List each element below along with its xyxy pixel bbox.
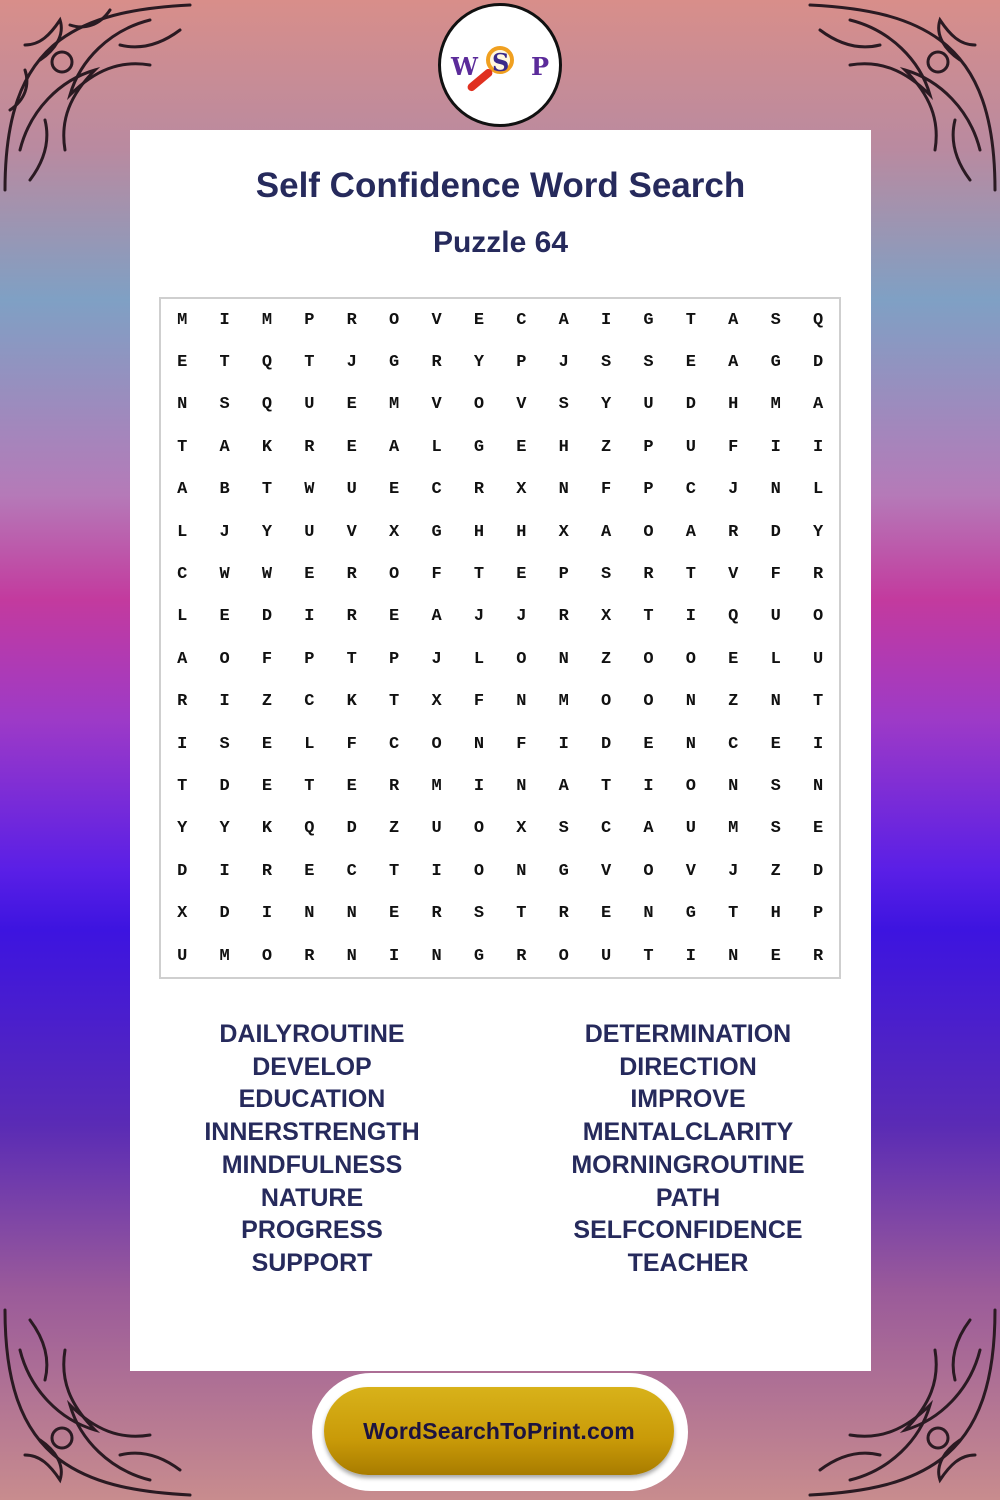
- grid-letter: T: [643, 946, 654, 966]
- grid-letter: M: [389, 395, 400, 415]
- grid-letter: T: [389, 861, 400, 881]
- grid-letter: M: [728, 819, 739, 839]
- grid-letter: V: [601, 861, 612, 881]
- grid-letter: R: [431, 904, 442, 924]
- grid-letter: E: [304, 861, 315, 881]
- grid-letter: Q: [261, 353, 273, 373]
- grid-letter: X: [516, 819, 527, 839]
- grid-letter: A: [728, 310, 739, 330]
- grid-letter: F: [516, 734, 527, 754]
- grid-letter: R: [558, 607, 569, 627]
- grid-letter: C: [601, 819, 612, 839]
- grid-letter: E: [346, 395, 357, 415]
- grid-letter: P: [643, 437, 654, 457]
- grid-letter: J: [431, 649, 442, 669]
- grid-letter: D: [346, 819, 357, 839]
- grid-letter: E: [177, 353, 188, 373]
- grid-letter: E: [261, 776, 273, 796]
- grid-letter: P: [516, 353, 527, 373]
- grid-letter: U: [685, 437, 696, 457]
- grid-letter: V: [346, 522, 357, 542]
- grid-letter: U: [304, 395, 315, 415]
- grid-letter: X: [177, 904, 188, 924]
- grid-letter: N: [685, 692, 696, 712]
- grid-letter: S: [770, 310, 781, 330]
- grid-letter: W: [219, 565, 230, 585]
- grid-letter: C: [304, 692, 315, 712]
- grid-letter: L: [177, 522, 188, 542]
- grid-letter: G: [473, 437, 485, 457]
- grid-letter: I: [812, 734, 824, 754]
- grid-letter: N: [516, 861, 527, 881]
- grid-letter: R: [516, 946, 527, 966]
- grid-letter: J: [473, 607, 485, 627]
- puzzle-card: [130, 130, 871, 1371]
- grid-letter: Y: [219, 819, 230, 839]
- grid-letter: I: [304, 607, 315, 627]
- grid-letter: X: [516, 480, 527, 500]
- grid-letter: E: [473, 310, 485, 330]
- grid-letter: X: [601, 607, 612, 627]
- grid-letter: O: [261, 946, 273, 966]
- grid-letter: I: [219, 692, 230, 712]
- grid-letter: T: [389, 692, 400, 712]
- grid-letter: A: [685, 522, 696, 542]
- letter-grid-frame: [159, 297, 841, 979]
- grid-letter: L: [304, 734, 315, 754]
- word-item: MINDFULNESS: [221, 1150, 403, 1179]
- grid-letter: U: [685, 819, 696, 839]
- grid-letter: Z: [261, 692, 273, 712]
- grid-letter: T: [177, 437, 188, 457]
- word-item: IMPROVE: [630, 1085, 746, 1114]
- grid-letter: R: [177, 692, 188, 712]
- grid-letter: T: [812, 692, 824, 712]
- grid-letter: N: [770, 692, 781, 712]
- grid-letter: E: [643, 734, 654, 754]
- grid-letter: O: [601, 692, 612, 712]
- grid-letter: Q: [304, 819, 315, 839]
- grid-letter: X: [431, 692, 442, 712]
- grid-letter: E: [516, 437, 527, 457]
- grid-letter: G: [389, 353, 400, 373]
- grid-letter: N: [431, 946, 442, 966]
- grid-letter: S: [473, 904, 485, 924]
- grid-letter: E: [812, 819, 824, 839]
- grid-letter: A: [389, 437, 400, 457]
- word-item: DEVELOP: [252, 1052, 372, 1081]
- grid-letter: V: [431, 310, 442, 330]
- grid-letter: S: [219, 395, 230, 415]
- grid-letter: Q: [812, 310, 824, 330]
- grid-letter: M: [219, 946, 230, 966]
- grid-letter: A: [219, 437, 230, 457]
- site-badge[interactable]: WordSearchToPrint.com: [324, 1387, 674, 1475]
- grid-letter: D: [261, 607, 273, 627]
- word-item: MENTALCLARITY: [582, 1118, 794, 1147]
- grid-letter: E: [770, 946, 781, 966]
- grid-letter: T: [685, 310, 696, 330]
- grid-letter: O: [389, 565, 400, 585]
- grid-letter: K: [261, 819, 273, 839]
- grid-letter: T: [516, 904, 527, 924]
- grid-letter: C: [177, 565, 188, 585]
- grid-letter: S: [601, 565, 612, 585]
- grid-letter: N: [643, 904, 654, 924]
- grid-letter: U: [770, 607, 781, 627]
- grid-letter: L: [431, 437, 442, 457]
- grid-letter: U: [431, 819, 442, 839]
- grid-letter: E: [304, 565, 315, 585]
- grid-letter: A: [177, 649, 188, 669]
- grid-letter: E: [685, 353, 696, 373]
- grid-letter: M: [770, 395, 781, 415]
- grid-letter: P: [304, 310, 315, 330]
- grid-letter: M: [558, 692, 569, 712]
- word-item: NATURE: [260, 1183, 364, 1212]
- grid-letter: I: [473, 776, 485, 796]
- grid-letter: O: [812, 607, 824, 627]
- grid-letter: V: [685, 861, 696, 881]
- grid-letter: U: [177, 946, 188, 966]
- grid-letter: O: [473, 395, 485, 415]
- grid-letter: O: [516, 649, 527, 669]
- grid-letter: M: [261, 310, 273, 330]
- grid-letter: N: [728, 946, 739, 966]
- grid-letter: U: [304, 522, 315, 542]
- grid-letter: P: [389, 649, 400, 669]
- grid-letter: J: [516, 607, 527, 627]
- grid-letter: A: [812, 395, 824, 415]
- grid-letter: E: [261, 734, 273, 754]
- grid-letter: S: [219, 734, 230, 754]
- grid-letter: H: [516, 522, 527, 542]
- grid-letter: N: [770, 480, 781, 500]
- grid-letter: Y: [812, 522, 824, 542]
- grid-letter: N: [304, 904, 315, 924]
- grid-letter: O: [558, 946, 569, 966]
- grid-letter: Y: [473, 353, 485, 373]
- grid-letter: C: [516, 310, 527, 330]
- grid-letter: G: [770, 353, 781, 373]
- word-item: DIRECTION: [619, 1052, 757, 1081]
- word-item: SUPPORT: [251, 1248, 373, 1277]
- grid-letter: H: [558, 437, 569, 457]
- grid-letter: J: [728, 480, 739, 500]
- word-item: DAILYROUTINE: [219, 1020, 405, 1048]
- grid-letter: I: [261, 904, 273, 924]
- grid-letter: N: [728, 776, 739, 796]
- grid-letter: O: [473, 861, 485, 881]
- grid-letter: N: [516, 692, 527, 712]
- grid-letter: S: [558, 819, 569, 839]
- grid-letter: G: [431, 522, 442, 542]
- grid-letter: W: [261, 565, 273, 585]
- grid-letter: Y: [261, 522, 273, 542]
- word-item: DETERMINATION: [584, 1020, 792, 1048]
- grid-letter: P: [643, 480, 654, 500]
- grid-letter: E: [516, 565, 527, 585]
- grid-letter: F: [346, 734, 357, 754]
- grid-letter: T: [219, 353, 230, 373]
- grid-letter: T: [601, 776, 612, 796]
- logo-letter-p: P: [531, 52, 550, 81]
- grid-letter: R: [346, 565, 357, 585]
- word-item: MORNINGROUTINE: [571, 1150, 805, 1179]
- grid-letter: I: [431, 861, 442, 881]
- grid-letter: R: [728, 522, 739, 542]
- grid-letter: A: [728, 353, 739, 373]
- grid-letter: O: [219, 649, 230, 669]
- grid-letter: O: [685, 649, 696, 669]
- grid-letter: I: [643, 776, 654, 796]
- grid-letter: C: [389, 734, 400, 754]
- grid-letter: H: [728, 395, 739, 415]
- grid-letter: A: [558, 310, 569, 330]
- grid-letter: V: [516, 395, 527, 415]
- grid-letter: T: [261, 480, 273, 500]
- grid-letter: C: [728, 734, 739, 754]
- grid-letter: D: [770, 522, 781, 542]
- grid-letter: X: [389, 522, 400, 542]
- grid-letter: T: [643, 607, 654, 627]
- grid-letter: E: [601, 904, 612, 924]
- grid-letter: A: [177, 480, 188, 500]
- grid-letter: G: [558, 861, 569, 881]
- grid-letter: A: [558, 776, 569, 796]
- puzzle-number: Puzzle 64: [432, 226, 569, 259]
- grid-letter: E: [219, 607, 230, 627]
- grid-letter: Z: [728, 692, 739, 712]
- grid-letter: L: [473, 649, 485, 669]
- grid-letter: I: [558, 734, 569, 754]
- grid-letter: U: [643, 395, 654, 415]
- grid-letter: I: [219, 310, 230, 330]
- grid-letter: O: [643, 861, 654, 881]
- grid-letter: Y: [601, 395, 612, 415]
- grid-letter: F: [601, 480, 612, 500]
- grid-letter: O: [643, 692, 654, 712]
- grid-letter: D: [812, 861, 824, 881]
- grid-letter: F: [431, 565, 442, 585]
- grid-letter: R: [346, 310, 357, 330]
- grid-letter: N: [558, 649, 569, 669]
- word-item: INNERSTRENGTH: [204, 1118, 420, 1147]
- grid-letter: L: [177, 607, 188, 627]
- grid-letter: D: [812, 353, 824, 373]
- grid-letter: K: [261, 437, 273, 457]
- grid-letter: I: [770, 437, 781, 457]
- grid-letter: I: [685, 946, 696, 966]
- grid-letter: F: [770, 565, 781, 585]
- grid-letter: T: [304, 776, 315, 796]
- grid-letter: R: [304, 946, 315, 966]
- grid-letter: Z: [601, 437, 612, 457]
- grid-letter: R: [812, 946, 824, 966]
- grid-letter: T: [728, 904, 739, 924]
- grid-letter: E: [728, 649, 739, 669]
- grid-letter: S: [601, 353, 612, 373]
- grid-letter: U: [346, 480, 357, 500]
- grid-letter: D: [685, 395, 696, 415]
- word-list-right: [503, 1018, 873, 1280]
- grid-letter: K: [346, 692, 357, 712]
- grid-letter: R: [389, 776, 400, 796]
- grid-letter: U: [601, 946, 612, 966]
- grid-letter: J: [728, 861, 739, 881]
- grid-letter: P: [304, 649, 315, 669]
- grid-letter: F: [261, 649, 273, 669]
- grid-letter: I: [219, 861, 230, 881]
- grid-letter: Z: [389, 819, 400, 839]
- grid-letter: J: [558, 353, 569, 373]
- grid-letter: Y: [177, 819, 188, 839]
- grid-letter: R: [473, 480, 485, 500]
- grid-letter: C: [685, 480, 696, 500]
- grid-letter: I: [177, 734, 188, 754]
- grid-letter: S: [770, 819, 781, 839]
- grid-letter: I: [389, 946, 400, 966]
- grid-letter: O: [643, 649, 654, 669]
- grid-letter: J: [219, 522, 230, 542]
- grid-letter: R: [304, 437, 315, 457]
- grid-letter: J: [346, 353, 357, 373]
- wsp-logo: [438, 3, 562, 127]
- grid-letter: B: [219, 480, 230, 500]
- grid-letter: X: [558, 522, 569, 542]
- word-item: TEACHER: [627, 1248, 749, 1277]
- grid-letter: F: [728, 437, 739, 457]
- grid-letter: N: [177, 395, 188, 415]
- grid-letter: R: [346, 607, 357, 627]
- grid-letter: S: [558, 395, 569, 415]
- grid-letter: T: [473, 565, 485, 585]
- grid-letter: R: [431, 353, 442, 373]
- grid-letter: R: [812, 565, 824, 585]
- grid-letter: D: [601, 734, 612, 754]
- grid-letter: O: [431, 734, 442, 754]
- grid-letter: E: [770, 734, 781, 754]
- grid-letter: Q: [261, 395, 273, 415]
- grid-letter: G: [685, 904, 696, 924]
- grid-letter: T: [177, 776, 188, 796]
- grid-letter: I: [685, 607, 696, 627]
- grid-letter: Z: [601, 649, 612, 669]
- grid-letter: G: [473, 946, 485, 966]
- word-item: EDUCATION: [238, 1085, 386, 1114]
- grid-letter: L: [812, 480, 824, 500]
- grid-letter: C: [431, 480, 442, 500]
- grid-letter: E: [346, 437, 357, 457]
- grid-letter: A: [431, 607, 442, 627]
- grid-letter: G: [643, 310, 654, 330]
- grid-letter: I: [812, 437, 824, 457]
- grid-letter: Z: [770, 861, 781, 881]
- logo-letter-w: W: [451, 52, 478, 81]
- grid-letter: E: [346, 776, 357, 796]
- grid-letter: O: [643, 522, 654, 542]
- grid-letter: U: [812, 649, 824, 669]
- grid-letter: N: [473, 734, 485, 754]
- grid-letter: R: [558, 904, 569, 924]
- grid-letter: A: [601, 522, 612, 542]
- grid-letter: I: [601, 310, 612, 330]
- grid-letter: O: [473, 819, 485, 839]
- grid-letter: F: [473, 692, 485, 712]
- site-badge-frame: [312, 1373, 688, 1491]
- grid-letter: H: [473, 522, 485, 542]
- grid-letter: D: [219, 776, 230, 796]
- grid-letter: P: [812, 904, 824, 924]
- word-item: PATH: [655, 1183, 721, 1212]
- grid-letter: N: [558, 480, 569, 500]
- grid-letter: S: [643, 353, 654, 373]
- grid-letter: E: [389, 904, 400, 924]
- page-title: Self Confidence Word Search: [255, 166, 746, 205]
- grid-letter: M: [431, 776, 442, 796]
- grid-letter: Q: [728, 607, 739, 627]
- grid-letter: V: [728, 565, 739, 585]
- grid-letter: S: [770, 776, 781, 796]
- logo-letter-s: S: [492, 48, 510, 77]
- word-item: PROGRESS: [241, 1216, 383, 1245]
- grid-letter: E: [389, 607, 400, 627]
- grid-letter: N: [685, 734, 696, 754]
- grid-letter: N: [516, 776, 527, 796]
- grid-letter: N: [812, 776, 824, 796]
- grid-letter: A: [643, 819, 654, 839]
- grid-letter: T: [346, 649, 357, 669]
- grid-letter: O: [389, 310, 400, 330]
- grid-letter: N: [346, 904, 357, 924]
- grid-letter: R: [261, 861, 273, 881]
- grid-letter: R: [643, 565, 654, 585]
- grid-letter: C: [346, 861, 357, 881]
- grid-letter: D: [177, 861, 188, 881]
- grid-letter: V: [431, 395, 442, 415]
- grid-letter: E: [389, 480, 400, 500]
- word-item: SELFCONFIDENCE: [573, 1216, 803, 1245]
- grid-letter: H: [770, 904, 781, 924]
- grid-letter: D: [219, 904, 230, 924]
- grid-letter: T: [685, 565, 696, 585]
- grid-letter: T: [304, 353, 315, 373]
- grid-letter: N: [346, 946, 357, 966]
- grid-letter: M: [177, 310, 188, 330]
- letter-grid: [161, 299, 839, 977]
- grid-letter: W: [304, 480, 315, 500]
- grid-letter: P: [558, 565, 569, 585]
- grid-letter: L: [770, 649, 781, 669]
- word-list-left: [127, 1018, 497, 1280]
- grid-letter: O: [685, 776, 696, 796]
